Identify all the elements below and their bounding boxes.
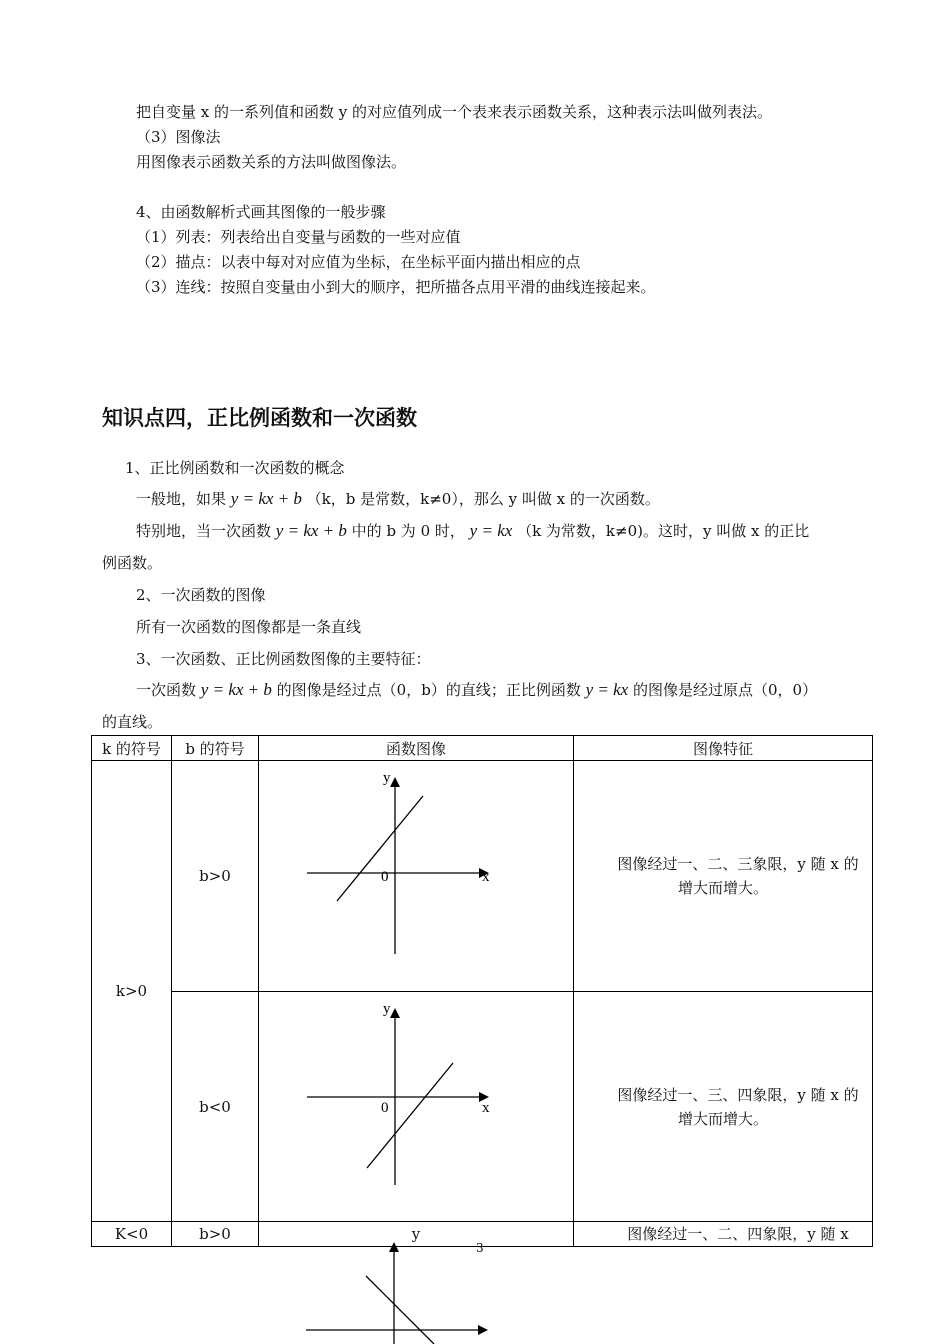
text-fragment: 一次函数 bbox=[136, 681, 197, 699]
text-fragment: 的图像是经过原点（0，0） bbox=[633, 681, 818, 699]
table-row bbox=[92, 992, 873, 1222]
y-axis-arrow-icon bbox=[390, 777, 400, 787]
feature-text: 图像经过一、二、三象限，y 随 x 的增大而增大。 bbox=[617, 855, 859, 897]
feature-cell bbox=[574, 761, 873, 992]
section-title: 知识点四，正比例函数和一次函数 bbox=[102, 406, 417, 430]
feature-cell bbox=[574, 992, 873, 1222]
feature-text: 图像经过一、三、四象限，y 随 x 的增大而增大。 bbox=[617, 1085, 859, 1128]
origin-label: 0 bbox=[381, 869, 389, 885]
feature-cell bbox=[574, 1222, 873, 1247]
y-axis-label: y bbox=[383, 770, 391, 786]
steps-title: 4、由函数解析式画其图像的一般步骤 bbox=[136, 203, 386, 221]
b-sign-cell: b>0 bbox=[172, 761, 259, 992]
formula-linear: y = kx + b bbox=[200, 680, 272, 699]
text-fragment: （k 为常数，k≠0)。这时，y 叫做 x 的正比 bbox=[517, 522, 810, 540]
step-item-1: （1）列表：列表给出自变量与函数的一些对应值 bbox=[136, 228, 461, 246]
x-axis-label: x bbox=[482, 869, 490, 885]
b-sign-cell: b<0 bbox=[172, 992, 259, 1222]
graph-cell bbox=[259, 761, 574, 992]
intro-line-2: （3）图像法 bbox=[136, 128, 221, 146]
graph-cell bbox=[259, 992, 574, 1222]
text-fragment: （k，b 是常数，k≠0），那么 y 叫做 x 的一次函数。 bbox=[306, 490, 660, 508]
line-graph-k-pos-b-neg bbox=[259, 992, 573, 1217]
y-axis-label: y bbox=[383, 1001, 391, 1017]
formula-linear: y = kx + b bbox=[230, 489, 302, 508]
k-negative-cell: K<0 bbox=[92, 1222, 172, 1247]
header-b-sign: b 的符号 bbox=[172, 736, 259, 761]
text-fragment: 特别地，当一次函数 bbox=[136, 522, 272, 540]
line-graph-k-pos-b-pos bbox=[259, 761, 573, 987]
formula-linear: y = kx + b bbox=[275, 521, 347, 540]
intro-line-3: 用图像表示函数关系的方法叫做图像法。 bbox=[136, 153, 407, 171]
graph-section-text: 所有一次函数的图像都是一条直线 bbox=[136, 618, 362, 636]
features-paragraph-cont: 的直线。 bbox=[102, 713, 163, 731]
function-line bbox=[367, 1063, 453, 1168]
b-sign-cell: b>0 bbox=[172, 1222, 259, 1247]
line-graph-k-neg-b-pos-continued bbox=[258, 1238, 572, 1344]
formula-proportional: y = kx bbox=[469, 521, 513, 540]
origin-label: 0 bbox=[381, 1100, 389, 1116]
intro-line-1: 把自变量 x 的一系列值和函数 y 的对应值列成一个表来表示函数关系，这种表示法叫做列表法。 bbox=[136, 103, 773, 121]
step-item-2: （2）描点：以表中每对对应值为坐标，在坐标平面内描出相应的点 bbox=[136, 253, 581, 271]
function-line bbox=[337, 796, 423, 901]
concept-paragraph-2 bbox=[136, 521, 809, 541]
features-paragraph bbox=[136, 680, 817, 700]
y-axis-arrow-icon bbox=[390, 1008, 400, 1018]
k-positive-cell: k>0 bbox=[92, 761, 172, 1222]
features-title: 3、一次函数、正比例函数图像的主要特征： bbox=[136, 650, 431, 668]
text-fragment: 中的 b 为 0 时， bbox=[351, 522, 465, 540]
concept-paragraph-2-cont: 例函数。 bbox=[102, 554, 163, 572]
step-item-3: （3）连线：按照自变量由小到大的顺序，把所描各点用平滑的曲线连接起来。 bbox=[136, 278, 656, 296]
concept-paragraph-1 bbox=[136, 489, 660, 509]
y-axis-arrow-icon bbox=[389, 1242, 399, 1252]
function-feature-table bbox=[91, 735, 873, 1247]
table-row bbox=[92, 761, 873, 992]
table-header-row bbox=[92, 736, 873, 761]
formula-proportional: y = kx bbox=[585, 680, 629, 699]
concept-title: 1、正比例函数和一次函数的概念 bbox=[125, 459, 345, 477]
x-axis-arrow-icon bbox=[478, 1325, 488, 1335]
graph-section-title: 2、一次函数的图像 bbox=[136, 586, 266, 604]
function-line bbox=[366, 1276, 434, 1344]
text-fragment: 的图像是经过点（0，b）的直线；正比例函数 bbox=[276, 681, 581, 699]
graph-cell-y-label: y bbox=[259, 1222, 574, 1247]
header-feature: 图像特征 bbox=[574, 736, 873, 761]
page-number: 3 bbox=[476, 1241, 484, 1255]
header-graph: 函数图像 bbox=[259, 736, 574, 761]
text-fragment: 一般地，如果 bbox=[136, 490, 227, 508]
feature-text: 图像经过一、二、四象限，y 随 x bbox=[627, 1225, 849, 1243]
header-k-sign: k 的符号 bbox=[92, 736, 172, 761]
x-axis-label: x bbox=[482, 1100, 490, 1116]
